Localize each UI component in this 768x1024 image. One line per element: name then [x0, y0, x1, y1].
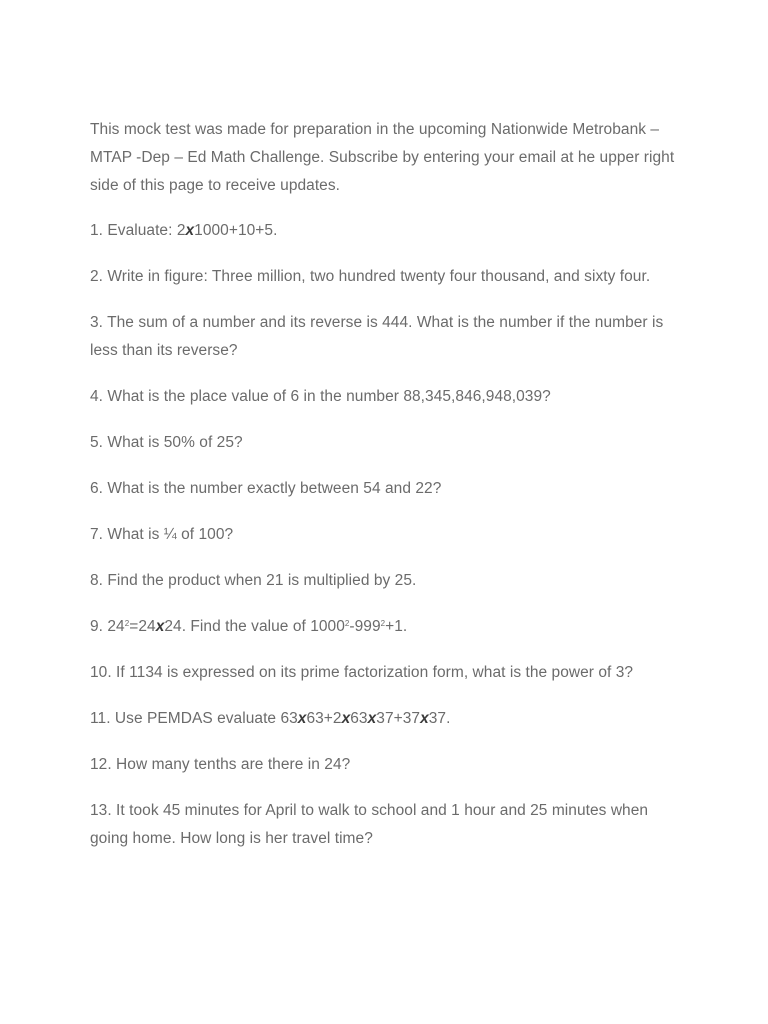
question-9-text-e: +1. — [385, 618, 408, 635]
question-9-text-b: =24 — [129, 618, 156, 635]
question-11-text-d: 37+37 — [376, 710, 421, 727]
superscript-two: 2 — [380, 619, 386, 628]
question-2: 2. Write in figure: Three million, two hundred twenty four thousand, and sixty four. — [90, 268, 651, 285]
question-11-text-c: 63 — [350, 710, 368, 727]
question-1-text-b: 1000+10+5. — [194, 222, 278, 239]
question-11-text-e: 37. — [428, 710, 451, 727]
question-10: 10. If 1134 is expressed on its prime factorization form, what is the power of 3? — [90, 664, 634, 681]
question-1-text-a: 1. Evaluate: 2 — [90, 222, 186, 239]
intro-paragraph: This mock test was made for preparation in the upcoming Nationwide Metrobank – MTAP -Dep – Ed Math Challenge. Subscribe by entering your email at he upper right side of this page to receive updates. — [90, 121, 675, 194]
question-11-text-a: 11. Use PEMDAS evaluate 63 — [90, 710, 298, 727]
question-1 — [90, 217, 680, 245]
question-11-text-b: 63+2 — [306, 710, 342, 727]
question-13: 13. It took 45 minutes for April to walk to school and 1 hour and 25 minutes when going home. How long is her travel time? — [90, 802, 649, 847]
times-symbol: x — [185, 222, 195, 239]
question-6: 6. What is the number exactly between 54 and 22? — [90, 480, 442, 497]
superscript-two: 2 — [344, 619, 350, 628]
times-symbol: x — [297, 710, 307, 727]
document-body — [90, 116, 680, 871]
question-9-text-a: 9. 24 — [90, 618, 125, 635]
question-8: 8. Find the product when 21 is multiplied by 25. — [90, 572, 417, 589]
question-12: 12. How many tenths are there in 24? — [90, 756, 351, 773]
question-3: 3. The sum of a number and its reverse is 444. What is the number if the number is less than its reverse? — [90, 314, 664, 359]
times-symbol: x — [341, 710, 351, 727]
question-9-text-c: 24. Find the value of 1000 — [164, 618, 345, 635]
question-7: 7. What is ¼ of 100? — [90, 526, 234, 543]
times-symbol: x — [420, 710, 429, 727]
times-symbol: x — [155, 618, 165, 635]
question-4: 4. What is the place value of 6 in the number 88,345,846,948,039? — [90, 388, 551, 405]
times-symbol: x — [367, 710, 377, 727]
question-9 — [90, 613, 680, 641]
question-11 — [90, 705, 680, 733]
question-5: 5. What is 50% of 25? — [90, 434, 243, 451]
superscript-two: 2 — [124, 619, 130, 628]
question-9-text-d: -999 — [349, 618, 381, 635]
